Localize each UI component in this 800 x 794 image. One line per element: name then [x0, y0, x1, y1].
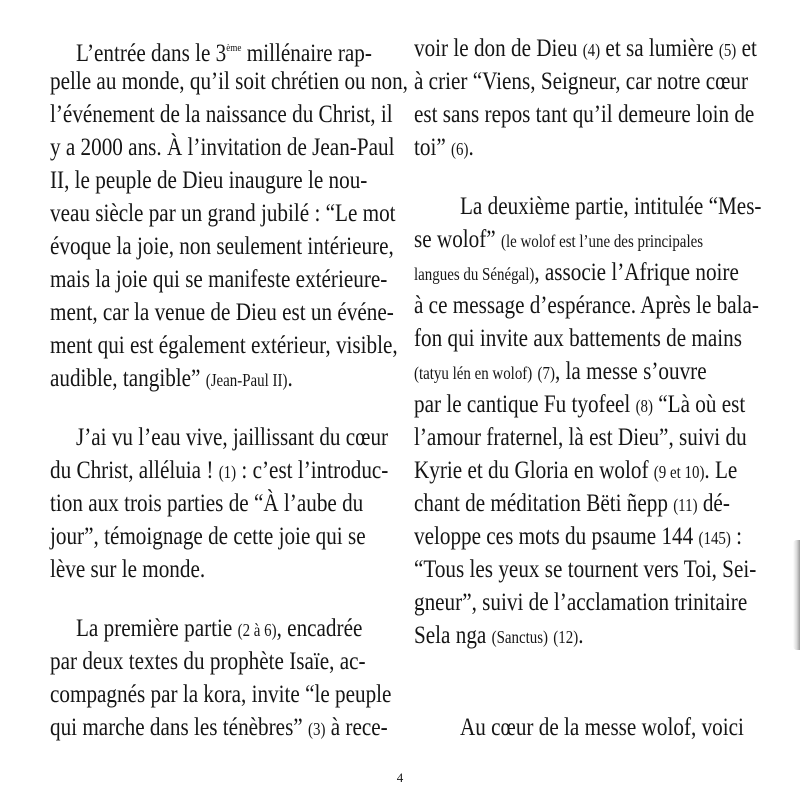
superscript: ème — [226, 42, 242, 54]
text-line — [414, 99, 754, 129]
text-run: La deuxième partie, intitulée “Mes- — [460, 191, 762, 220]
reference-small: (Sanctus) — [491, 627, 549, 647]
text-run: par le cantique Fu tyofeel — [414, 389, 636, 418]
text-line — [460, 712, 744, 742]
text-line — [50, 132, 394, 162]
reference-small: (3) — [308, 719, 326, 739]
text-line — [50, 646, 366, 676]
text-line — [50, 712, 388, 742]
text-line — [414, 33, 757, 63]
text-run: “Là où est — [653, 389, 746, 418]
text-run: fon qui invite aux battements de mains — [414, 323, 742, 352]
text-run: ment, car la venue de Dieu est un événe- — [50, 297, 394, 326]
text-run: Kyrie et du Gloria en wolof — [414, 455, 654, 484]
text-run: est sans repos tant qu’il demeure loin de — [414, 99, 755, 128]
text-run: pelle au monde, qu’il soit chrétien ou non, — [50, 66, 408, 95]
reference-small: (7) — [537, 363, 555, 383]
text-line — [76, 422, 388, 452]
text-line — [414, 455, 737, 485]
text-run: : — [730, 521, 743, 550]
text-run: mais la joie qui se manifeste extérieure- — [50, 264, 388, 293]
text-run: et sa lumière — [600, 33, 719, 62]
text-run: dé- — [697, 488, 730, 517]
reference-small: (12) — [553, 627, 579, 647]
text-line — [50, 297, 394, 327]
text-run: l’amour fraternel, là est Dieu”, suivi du — [414, 422, 747, 451]
text-line — [414, 290, 759, 320]
text-run: tion aux trois parties de “À l’aube du — [50, 488, 364, 517]
text-run: évoque la joie, non seulement intérieure, — [50, 231, 394, 260]
text-run: qui marche dans les ténèbres” — [50, 712, 309, 741]
text-line — [76, 33, 372, 67]
reference-small: langues du Sénégal) — [414, 264, 535, 284]
text-run: II, le peuple de Dieu inaugure le nou- — [50, 165, 368, 194]
text-line — [414, 224, 703, 254]
text-line — [50, 679, 391, 709]
text-line — [414, 389, 745, 419]
text-run: L’entrée dans le 3 — [76, 38, 227, 67]
reference-small: (145) — [698, 528, 731, 548]
text-line — [414, 66, 748, 96]
text-line — [50, 521, 366, 551]
text-line — [414, 521, 742, 551]
text-line — [50, 231, 394, 261]
text-run: J’ai vu l’eau vive, jaillissant du cœur — [76, 422, 389, 451]
text-run: toi” — [414, 132, 452, 161]
text-run: Au cœur de la messe wolof, voici — [460, 712, 744, 741]
page-edge-shadow — [793, 540, 800, 650]
text-run: et — [736, 33, 757, 62]
reference-small: (11) — [673, 495, 698, 515]
text-line — [414, 587, 747, 617]
reference-small: (8) — [635, 396, 654, 416]
text-line — [414, 422, 747, 452]
text-run: à rece- — [325, 712, 388, 741]
reference-small: (9 et 10) — [653, 462, 705, 482]
text-run: à ce message d’espérance. Après le bala- — [414, 290, 759, 319]
text-line — [50, 330, 398, 360]
text-run: voir le don de Dieu — [414, 33, 583, 62]
text-line — [50, 488, 363, 518]
text-line — [414, 488, 730, 518]
text-line — [50, 165, 367, 195]
text-run: millénaire rap- — [241, 38, 372, 67]
text-line — [414, 132, 474, 162]
text-line — [414, 356, 707, 386]
text-run: compagnés par la kora, invite “le peuple — [50, 679, 392, 708]
text-line — [414, 554, 756, 584]
text-run: , la messe s’ouvre — [554, 356, 707, 385]
text-run: Sela nga — [414, 620, 492, 649]
text-run: se wolof” — [414, 224, 501, 253]
reference-small: (4) — [582, 40, 601, 60]
text-run: l’événement de la naissance du Christ, il — [50, 99, 393, 128]
text-line — [50, 554, 205, 584]
text-line — [50, 66, 408, 96]
text-run: veloppe ces mots du psaume 144 — [414, 521, 699, 550]
text-run: par deux textes du prophète Isaïe, ac- — [50, 646, 366, 675]
text-run: La première partie — [76, 613, 238, 642]
text-run: . — [287, 363, 293, 392]
text-run: , encadrée — [276, 613, 363, 642]
text-line — [460, 191, 761, 221]
reference-small: (le wolof est l’une des principales — [500, 231, 704, 251]
text-run: du Christ, alléluia ! — [50, 455, 219, 484]
text-line — [76, 613, 362, 643]
text-run: veau siècle par un grand jubilé : “Le mot — [50, 198, 396, 227]
text-run: à crier “Viens, Seigneur, car notre cœur — [414, 66, 749, 95]
text-line — [50, 363, 293, 393]
page-number: 4 — [396, 770, 404, 785]
reference-small: (6) — [451, 139, 469, 159]
text-line — [50, 264, 387, 294]
text-run: . — [578, 620, 584, 649]
text-line — [50, 99, 393, 129]
text-line — [414, 323, 742, 353]
text-run: . Le — [704, 455, 738, 484]
text-run: ment qui est également extérieur, visible, — [50, 330, 398, 359]
text-line — [50, 455, 388, 485]
text-run: audible, tangible” — [50, 363, 206, 392]
text-run: , associe l’Afrique noire — [534, 257, 739, 286]
text-run: lève sur le monde. — [50, 554, 206, 583]
text-run: “Tous les yeux se tournent vers Toi, Sei- — [414, 554, 757, 583]
reference-small: (1) — [218, 462, 237, 482]
reference-small: (Jean-Paul II) — [205, 370, 288, 390]
text-run: chant de méditation Bëti ñepp — [414, 488, 674, 517]
text-run: : c’est l’introduc- — [236, 455, 389, 484]
text-line — [414, 620, 584, 650]
reference-small: (2 à 6) — [237, 620, 277, 640]
text-run: gneur”, suivi de l’acclamation trinitaire — [414, 587, 748, 616]
text-line — [50, 198, 396, 228]
text-run: y a 2000 ans. À l’invitation de Jean-Paul — [50, 132, 395, 161]
text-run: . — [468, 132, 474, 161]
reference-small: (5) — [718, 40, 737, 60]
text-run: jour”, témoignage de cette joie qui se — [50, 521, 366, 550]
reference-small: (tatyu lén en wolof) — [414, 363, 533, 383]
text-line — [414, 257, 739, 287]
